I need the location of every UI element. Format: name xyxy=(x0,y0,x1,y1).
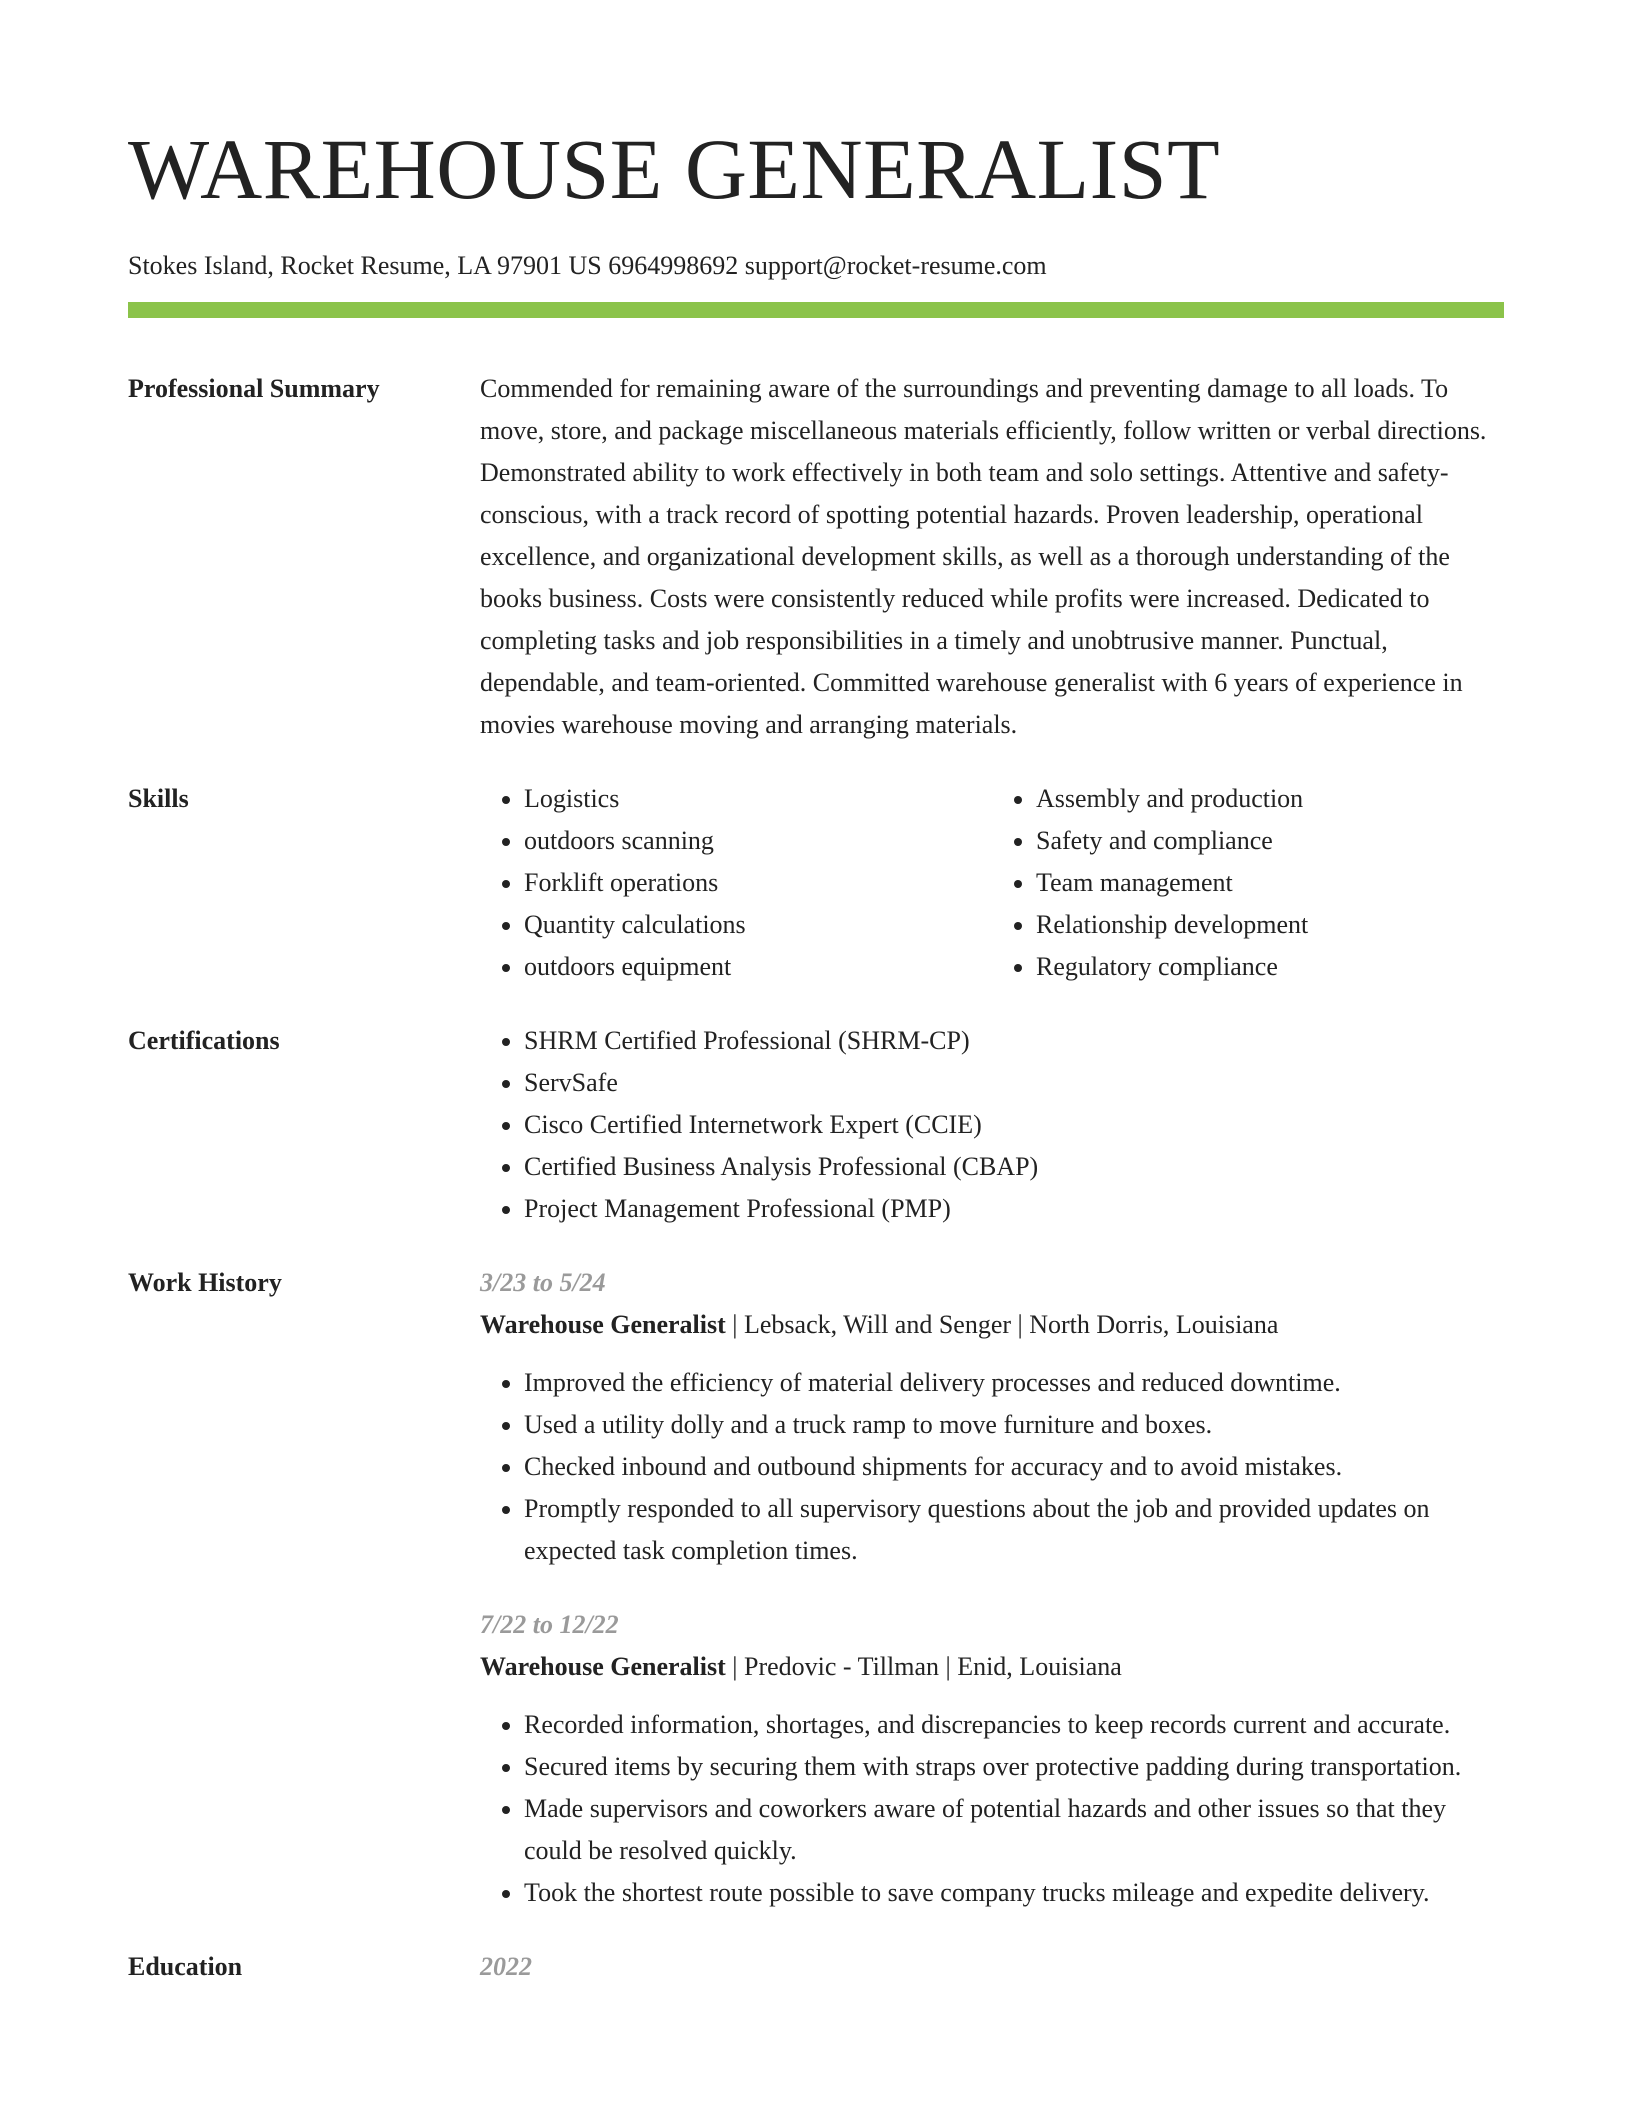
education-dates: 2022 xyxy=(480,1952,532,1981)
job-entry xyxy=(480,1262,1504,1572)
skills-section xyxy=(128,778,1504,988)
list-item: • Certified Business Analysis Professional (CBAP) xyxy=(524,1146,1504,1188)
job-employer-location: | Lebsack, Will and Senger | North Dorris, Louisiana xyxy=(725,1310,1279,1339)
work-history-section xyxy=(128,1262,1504,1914)
section-label-certifications: Certifications xyxy=(128,1026,280,1055)
list-item: • Forklift operations xyxy=(524,862,992,904)
job-title: Warehouse Generalist xyxy=(480,1652,726,1681)
list-item: • Cisco Certified Internetwork Expert (CCIE) xyxy=(524,1104,1504,1146)
skills-list-right xyxy=(992,778,1504,988)
certifications-section xyxy=(128,1020,1504,1230)
list-item: • Used a utility dolly and a truck ramp to move furniture and boxes. xyxy=(524,1404,1504,1446)
job-employer-location: | Predovic - Tillman | Enid, Louisiana xyxy=(725,1652,1122,1681)
job-bullets xyxy=(480,1704,1504,1914)
section-label-work-history: Work History xyxy=(128,1268,282,1297)
list-item: • Improved the efficiency of material delivery processes and reduced downtime. xyxy=(524,1362,1504,1404)
professional-summary-section xyxy=(128,368,1504,746)
list-item: • Team management xyxy=(1036,862,1504,904)
job-bullets xyxy=(480,1362,1504,1572)
list-item: • Checked inbound and outbound shipments for accuracy and to avoid mistakes. xyxy=(524,1446,1504,1488)
list-item: • Relationship development xyxy=(1036,904,1504,946)
list-item: • ServSafe xyxy=(524,1062,1504,1104)
list-item: • outdoors equipment xyxy=(524,946,992,988)
candidate-name: WAREHOUSE GENERALIST xyxy=(128,121,1221,217)
list-item: • Safety and compliance xyxy=(1036,820,1504,862)
list-item: • Assembly and production xyxy=(1036,778,1504,820)
list-item: • Took the shortest route possible to save company trucks mileage and expedite delivery. xyxy=(524,1872,1504,1914)
job-entry xyxy=(480,1604,1504,1914)
list-item: • Quantity calculations xyxy=(524,904,992,946)
contact-line: Stokes Island, Rocket Resume, LA 97901 US 6964998692 support@rocket-resume.com xyxy=(128,251,1047,280)
resume-page xyxy=(128,0,1504,1988)
list-item: • Recorded information, shortages, and discrepancies to keep records current and accurate. xyxy=(524,1704,1504,1746)
list-item: • SHRM Certified Professional (SHRM-CP) xyxy=(524,1020,1504,1062)
education-section xyxy=(128,1946,1504,1988)
job-dates: 3/23 to 5/24 xyxy=(480,1268,606,1297)
list-item: • Logistics xyxy=(524,778,992,820)
list-item: • Promptly responded to all supervisory questions about the job and provided updates on expected task completion times. xyxy=(524,1488,1504,1572)
job-heading xyxy=(480,1304,1504,1346)
job-title: Warehouse Generalist xyxy=(480,1310,726,1339)
list-item: • Regulatory compliance xyxy=(1036,946,1504,988)
skills-list-left xyxy=(480,778,992,988)
job-heading xyxy=(480,1646,1504,1688)
list-item: • Project Management Professional (PMP) xyxy=(524,1188,1504,1230)
list-item: • Made supervisors and coworkers aware of potential hazards and other issues so that they could be resolved quickly. xyxy=(524,1788,1504,1872)
section-label-skills: Skills xyxy=(128,784,189,813)
job-dates: 7/22 to 12/22 xyxy=(480,1610,619,1639)
section-label-summary: Professional Summary xyxy=(128,374,380,403)
accent-divider xyxy=(128,302,1504,318)
section-label-education: Education xyxy=(128,1952,243,1981)
list-item: • outdoors scanning xyxy=(524,820,992,862)
certifications-list xyxy=(480,1020,1504,1230)
list-item: • Secured items by securing them with straps over protective padding during transportation. xyxy=(524,1746,1504,1788)
summary-text: Commended for remaining aware of the surroundings and preventing damage to all loads. To move, store, and package miscellaneous materials efficiently, follow written or verbal directions. Demonstrated ability to work effectively in both team and solo settings. Attentive and safety-conscious, with a track record of spotting potential hazards. Proven leadership, operational excellence, and organizational development skills, as well as a thorough understanding of the books business. Costs were consistently reduced while profits were increased. Dedicated to completing tasks and job responsibilities in a timely and unobtrusive manner. Punctual, dependable, and team-oriented. Committed warehouse generalist with 6 years of experience in movies warehouse moving and arranging materials. xyxy=(480,374,1487,739)
